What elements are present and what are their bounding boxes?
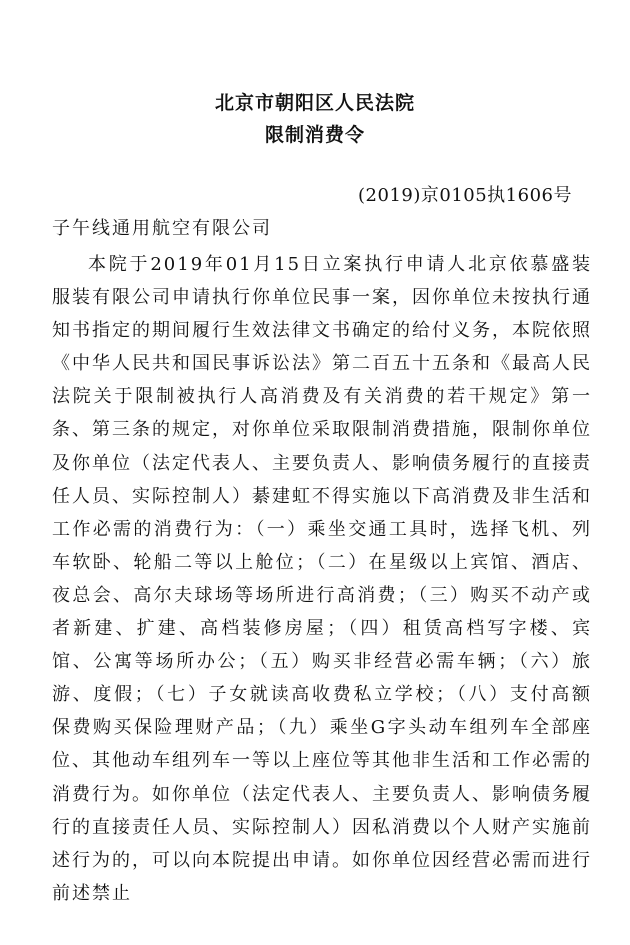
order-body-text: 本院于2019年01月15日立案执行申请人北京依慕盛装服装有限公司申请执行你单位民事一案，因你单位未按执行通知书指定的期间履行生效法律文书确定的给付义务，本院依照《中华人民共和国民事诉讼法》第二百五十五条和《最高人民法院关于限制被执行人高消费及有关消费的若干规定》第一条、第三条的规定，对你单位采取限制消费措施，限制你单位及你单位（法定代表人、主要负责人、影响债务履行的直接责任人员、实际控制人）綦建虹不得实施以下高消费及非生活和工作必需的消费行为：（一）乘坐交通工具时，选择飞机、列车软卧、轮船二等以上舱位；（二）在星级以上宾馆、酒店、夜总会、高尔夫球场等场所进行高消费；（三）购买不动产或者新建、扩建、高档装修房屋；（四）租赁高档写字楼、宾馆、公寓等场所办公；（五）购买非经营必需车辆；（六）旅游、度假；（七）子女就读高收费私立学校；（八）支付高额保费购买保险理财产品；（九）乘坐G字头动车组列车全部座位、其他动车组列车一等以上座位等其他非生活和工作必需的消费行为。如你单位（法定代表人、主要负责人、影响债务履行的直接责任人员、实际控制人）因私消费以个人财产实施前述行为的，可以向本院提出申请。如你单位因经营必需而进行前述禁止 (52, 254, 592, 904)
order-title: 限制消费令 (264, 124, 365, 146)
recipient-name: 子午线通用航空有限公司 (52, 218, 272, 239)
court-name: 北京市朝阳区人民法院 (214, 92, 415, 114)
case-number: (2019)京0105执1606号 (358, 185, 572, 206)
